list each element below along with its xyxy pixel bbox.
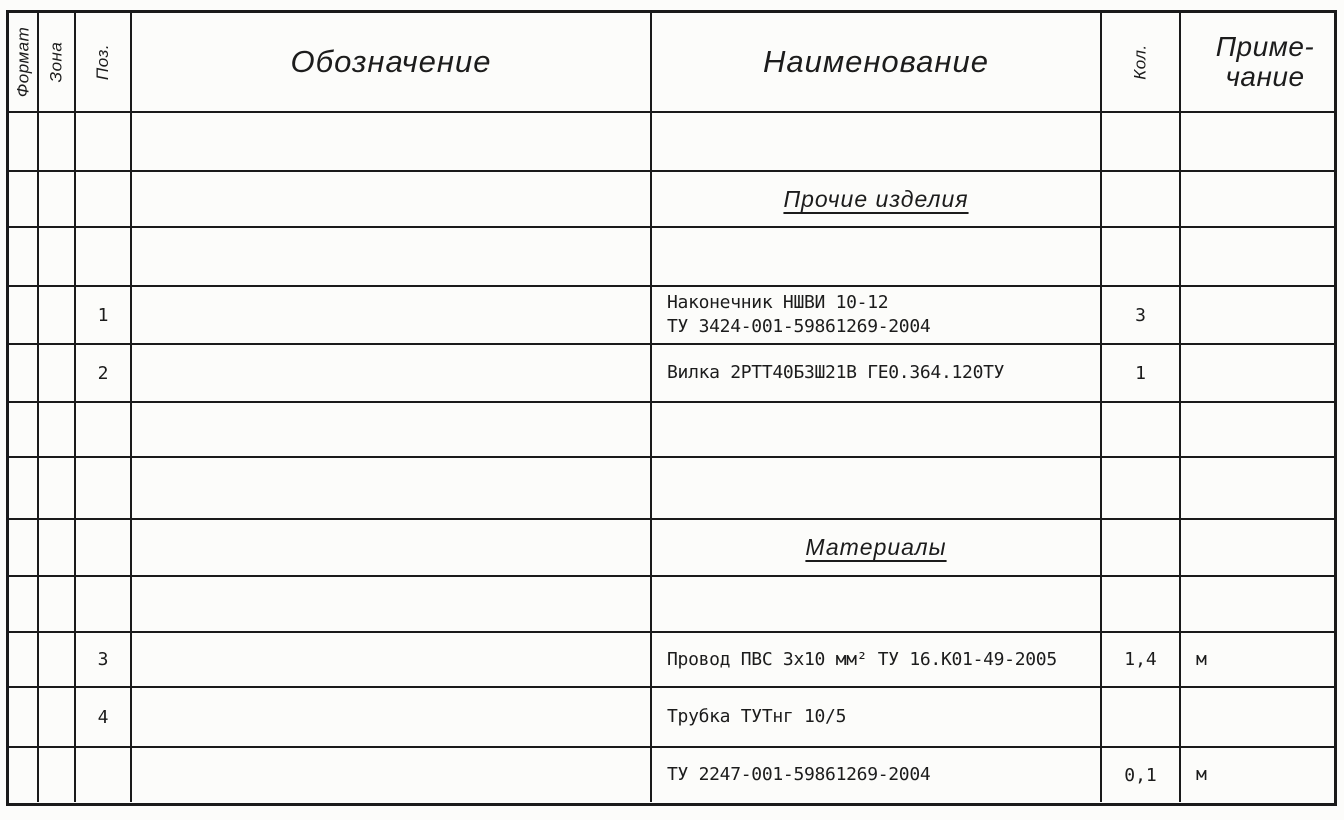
zone-cell bbox=[39, 520, 76, 575]
format-cell bbox=[9, 403, 39, 456]
section-title: Материалы bbox=[805, 534, 947, 560]
header-format bbox=[9, 13, 39, 111]
note-cell bbox=[1181, 113, 1334, 170]
name-line1: Провод ПВС 3х10 мм² ТУ 16.К01-49-2005 bbox=[667, 648, 1057, 670]
table-row bbox=[9, 458, 1334, 520]
designation-cell bbox=[132, 520, 652, 575]
name-cell bbox=[652, 228, 1102, 285]
name-cell bbox=[652, 748, 1102, 802]
header-name-label: Наименование bbox=[763, 44, 989, 79]
note-value: м bbox=[1196, 764, 1207, 785]
header-note-label bbox=[1196, 32, 1334, 92]
format-cell bbox=[9, 520, 39, 575]
format-cell bbox=[9, 287, 39, 343]
poz-value: 4 bbox=[97, 706, 109, 728]
poz-cell bbox=[76, 345, 132, 401]
header-poz-label: Поз. bbox=[93, 43, 112, 81]
poz-cell bbox=[76, 577, 132, 631]
table-row bbox=[9, 287, 1334, 345]
format-cell bbox=[9, 688, 39, 746]
designation-cell bbox=[132, 633, 652, 686]
zone-cell bbox=[39, 688, 76, 746]
poz-cell bbox=[76, 287, 132, 343]
zone-cell bbox=[39, 113, 76, 170]
qty-value: 3 bbox=[1135, 304, 1146, 326]
name-line1: Трубка ТУТнг 10/5 bbox=[667, 706, 847, 727]
format-cell bbox=[9, 633, 39, 686]
header-designation-label: Обозначение bbox=[290, 44, 492, 79]
zone-cell bbox=[39, 287, 76, 343]
table-row bbox=[9, 688, 1334, 748]
format-cell bbox=[9, 748, 39, 802]
note-cell bbox=[1181, 287, 1334, 343]
poz-cell bbox=[76, 633, 132, 686]
name-cell bbox=[652, 113, 1102, 170]
note-cell bbox=[1181, 228, 1334, 285]
qty-value: 1 bbox=[1135, 362, 1146, 384]
poz-value: 3 bbox=[97, 649, 109, 670]
name-cell bbox=[652, 287, 1102, 343]
name-cell bbox=[652, 458, 1102, 518]
name-line1: Наконечник НШВИ 10-12 bbox=[667, 292, 889, 313]
qty-cell bbox=[1102, 748, 1181, 802]
header-zone-label: Зона bbox=[46, 41, 66, 83]
table-row bbox=[9, 520, 1334, 577]
zone-cell bbox=[39, 228, 76, 285]
designation-cell bbox=[132, 577, 652, 631]
qty-cell bbox=[1102, 228, 1181, 285]
format-cell bbox=[9, 577, 39, 631]
poz-cell bbox=[76, 748, 132, 802]
table-row bbox=[9, 633, 1334, 688]
name-line1: ТУ 2247-001-59861269-2004 bbox=[667, 764, 931, 785]
zone-cell bbox=[39, 172, 76, 226]
header-row bbox=[9, 13, 1334, 113]
format-cell bbox=[9, 345, 39, 401]
poz-cell bbox=[76, 458, 132, 518]
name-cell bbox=[652, 577, 1102, 631]
designation-cell bbox=[132, 748, 652, 802]
note-cell bbox=[1181, 403, 1334, 456]
zone-cell bbox=[39, 633, 76, 686]
header-note bbox=[1181, 13, 1334, 111]
table-row bbox=[9, 228, 1334, 287]
poz-value: 2 bbox=[97, 362, 109, 384]
qty-cell bbox=[1102, 287, 1181, 343]
qty-value: 0,1 bbox=[1124, 764, 1157, 786]
table-row bbox=[9, 577, 1334, 633]
poz-value: 1 bbox=[97, 304, 109, 326]
designation-cell bbox=[132, 287, 652, 343]
qty-value: 1,4 bbox=[1124, 649, 1157, 670]
qty-cell bbox=[1102, 520, 1181, 575]
qty-cell bbox=[1102, 172, 1181, 226]
designation-cell bbox=[132, 172, 652, 226]
header-qty bbox=[1102, 13, 1181, 111]
note-cell bbox=[1181, 748, 1334, 802]
name-cell bbox=[652, 633, 1102, 686]
qty-cell bbox=[1102, 577, 1181, 631]
name-cell bbox=[652, 403, 1102, 456]
poz-cell bbox=[76, 113, 132, 170]
designation-cell bbox=[132, 113, 652, 170]
table-row bbox=[9, 748, 1334, 802]
qty-cell bbox=[1102, 633, 1181, 686]
note-cell bbox=[1181, 458, 1334, 518]
qty-cell bbox=[1102, 458, 1181, 518]
table-row bbox=[9, 345, 1334, 403]
format-cell bbox=[9, 458, 39, 518]
qty-cell bbox=[1102, 403, 1181, 456]
header-zone bbox=[39, 13, 76, 111]
designation-cell bbox=[132, 688, 652, 746]
designation-cell bbox=[132, 228, 652, 285]
note-cell bbox=[1181, 577, 1334, 631]
table-row bbox=[9, 113, 1334, 172]
table-row bbox=[9, 172, 1334, 228]
header-note-line2: чание bbox=[1225, 61, 1305, 92]
designation-cell bbox=[132, 345, 652, 401]
note-cell bbox=[1181, 345, 1334, 401]
poz-cell bbox=[76, 172, 132, 226]
header-note-line1: Приме- bbox=[1215, 30, 1315, 62]
qty-cell bbox=[1102, 345, 1181, 401]
note-cell bbox=[1181, 688, 1334, 746]
zone-cell bbox=[39, 458, 76, 518]
zone-cell bbox=[39, 345, 76, 401]
header-qty-label: Кол. bbox=[1130, 44, 1150, 80]
note-value: м bbox=[1196, 648, 1207, 670]
name-line2: ТУ 3424-001-59861269-2004 bbox=[667, 316, 931, 337]
header-format-label: Формат bbox=[13, 26, 33, 98]
format-cell bbox=[9, 228, 39, 285]
poz-cell bbox=[76, 228, 132, 285]
designation-cell bbox=[132, 403, 652, 456]
name-cell bbox=[652, 520, 1102, 575]
specification-table bbox=[6, 10, 1337, 806]
table-row bbox=[9, 403, 1334, 458]
note-cell bbox=[1181, 520, 1334, 575]
poz-cell bbox=[76, 688, 132, 746]
designation-cell bbox=[132, 458, 652, 518]
poz-cell bbox=[76, 520, 132, 575]
qty-cell bbox=[1102, 113, 1181, 170]
name-cell bbox=[652, 345, 1102, 401]
header-designation bbox=[132, 13, 652, 111]
zone-cell bbox=[39, 577, 76, 631]
poz-cell bbox=[76, 403, 132, 456]
format-cell bbox=[9, 172, 39, 226]
qty-cell bbox=[1102, 688, 1181, 746]
name-cell bbox=[652, 172, 1102, 226]
header-name bbox=[652, 13, 1102, 111]
zone-cell bbox=[39, 403, 76, 456]
name-cell bbox=[652, 688, 1102, 746]
note-cell bbox=[1181, 172, 1334, 226]
note-cell bbox=[1181, 633, 1334, 686]
zone-cell bbox=[39, 748, 76, 802]
section-title: Прочие изделия bbox=[783, 185, 969, 212]
format-cell bbox=[9, 113, 39, 170]
header-poz bbox=[76, 13, 132, 111]
name-line1: Вилка 2РТТ40Б3Ш21В ГЕ0.364.120ТУ bbox=[667, 362, 1005, 383]
